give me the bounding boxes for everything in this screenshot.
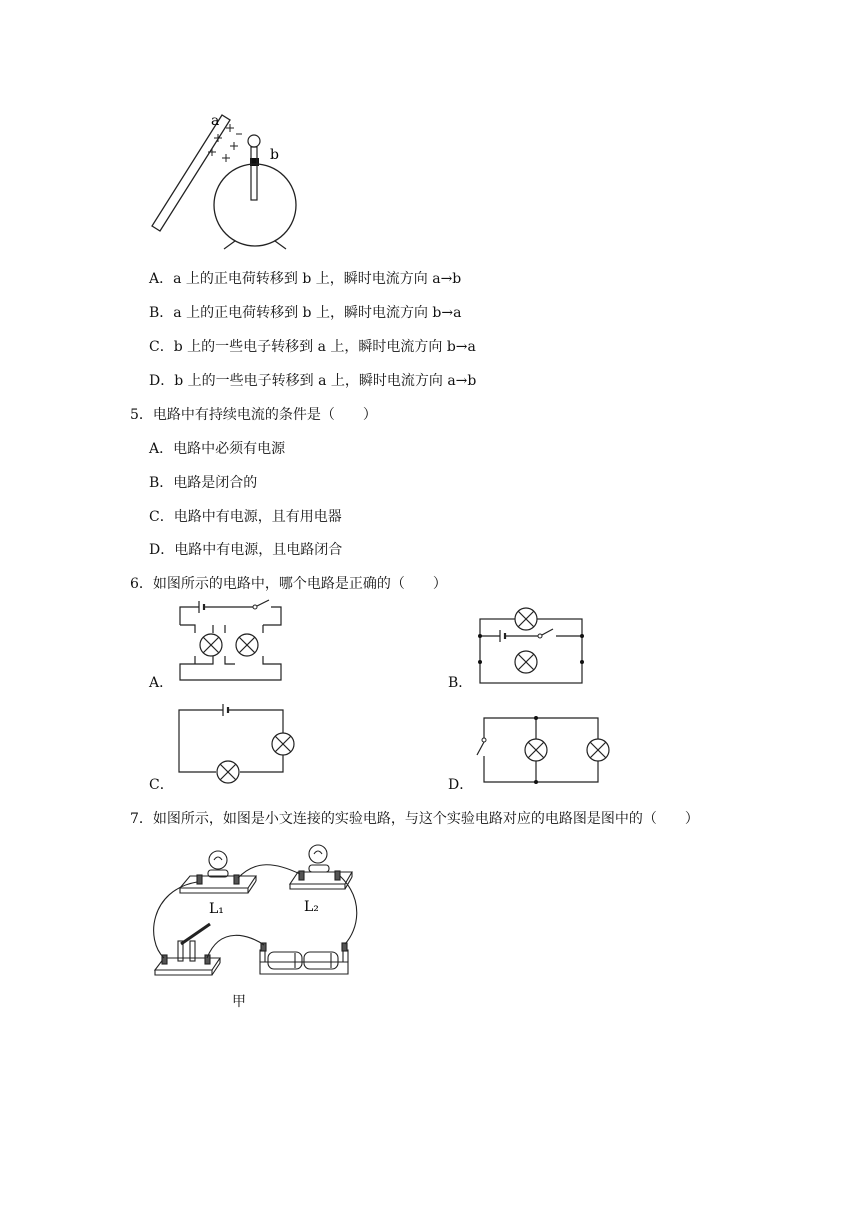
q4-option-b[interactable]: B．a 上的正电荷转移到 b 上，瞬时电流方向 b→a [149, 305, 462, 321]
q6-label-d: D． [448, 777, 474, 793]
circuit-b[interactable] [478, 605, 588, 687]
q6-stem: 6．如图所示的电路中，哪个电路是正确的（ ） [130, 576, 447, 592]
circuit-c[interactable] [176, 700, 291, 780]
q5-stem: 5．电路中有持续电流的条件是（ ） [130, 407, 377, 423]
label-l2: L₂ [304, 899, 319, 915]
q5-option-c[interactable]: C．电路中有电源，且有用电器 [149, 509, 342, 525]
label-b: b [270, 147, 279, 163]
physical-circuit-figure [150, 840, 365, 1015]
q4-option-c[interactable]: C．b 上的一些电子转移到 a 上，瞬时电流方向 b→a [149, 339, 476, 355]
label-a: a [211, 113, 220, 129]
q7-stem: 7．如图所示，如图是小文连接的实验电路，与这个实验电路对应的电路图是图中的（ ） [130, 811, 699, 827]
q6-label-c: C． [149, 777, 174, 793]
q5-option-a[interactable]: A．电路中必须有电源 [149, 441, 286, 457]
q4-option-a[interactable]: A．a 上的正电荷转移到 b 上，瞬时电流方向 a→b [149, 271, 462, 287]
q4-option-d[interactable]: D．b 上的一些电子转移到 a 上，瞬时电流方向 a→b [149, 373, 477, 389]
circuit-d[interactable] [476, 712, 606, 788]
q6-label-a: A． [149, 675, 174, 691]
electroscope-figure [140, 108, 310, 253]
q5-option-d[interactable]: D．电路中有电源，且电路闭合 [149, 542, 343, 558]
q5-option-b[interactable]: B．电路是闭合的 [149, 475, 258, 491]
q6-label-b: B． [448, 675, 473, 691]
label-l1: L₁ [209, 901, 224, 917]
circuit-a[interactable] [175, 600, 295, 690]
figure-caption-jia: 甲 [232, 994, 246, 1010]
